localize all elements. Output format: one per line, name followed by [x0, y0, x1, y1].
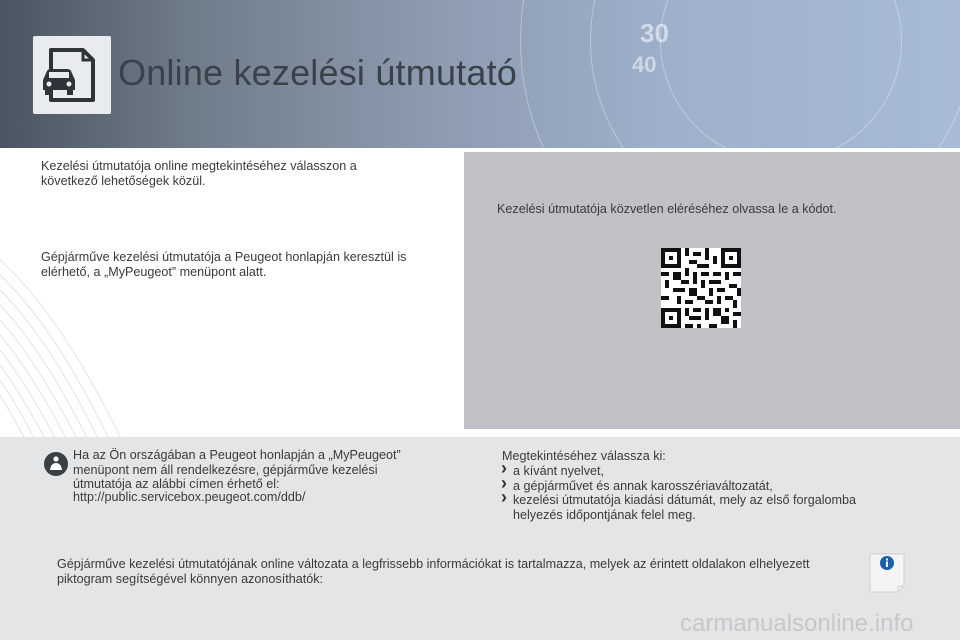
list-item: › a kívánt nyelvet, [500, 464, 883, 479]
footer-text: Gépjárműve kezelési útmutatójának online változata a legfrissebb információkat is tartalmazza, melyek az érintett oldalakon elhelyezett piktogram segítségével könnyen azonosíthatók: [57, 557, 810, 586]
info-person-icon [44, 452, 68, 476]
watermark: carmanualsonline.info [680, 610, 914, 637]
dial-number-30: 30 [640, 18, 669, 48]
list-item: › kezelési útmutatója kiadási dátumát, mely az első forgalomba helyezés időpontjának felel meg. [500, 493, 883, 522]
document-car-icon [33, 36, 111, 114]
select-heading: Megtekintéséhez válassza ki: [502, 449, 666, 463]
info-icon [868, 552, 908, 594]
page-title: Online kezelési útmutató [118, 52, 518, 93]
selection-list [500, 464, 883, 522]
qr-code[interactable] [661, 248, 741, 328]
info-note: Ha az Ön országában a Peugeot honlapján a „MyPeugeot” menüpont nem áll rendelkezésre, gépjárműve kezelési útmutatója az alábbi címen érhető el: [73, 448, 401, 491]
list-item: › a gépjárművet és annak karosszériaváltozatát, [500, 479, 883, 494]
dial-number-40: 40 [632, 52, 657, 77]
intro-text: Kezelési útmutatója online megtekintéséhez válasszon a következő lehetőségek közül. [41, 159, 357, 188]
servicebox-url[interactable]: http://public.servicebox.peugeot.com/ddb/ [73, 490, 306, 504]
qr-instruction: Kezelési útmutatója közvetlen eléréséhez olvassa le a kódot. [497, 202, 837, 216]
website-note: Gépjárműve kezelési útmutatója a Peugeot honlapján keresztül is elérhető, a „MyPeugeot” menüpont alatt. [41, 250, 407, 279]
dial-decoration [660, 0, 902, 148]
